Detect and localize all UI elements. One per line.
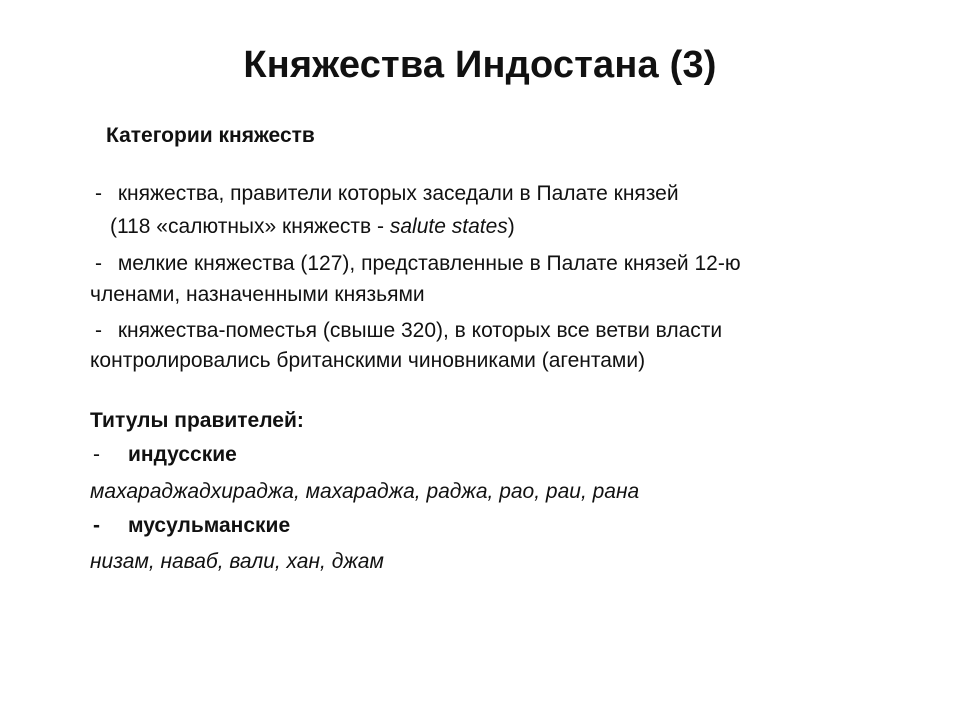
category-1-line1 — [95, 180, 679, 208]
categories-heading: Категории княжеств — [106, 124, 315, 147]
titles-1-dash: - — [93, 443, 100, 466]
slide-title: Княжества Индостана (3) — [243, 44, 717, 86]
category-1-note-suffix: ) — [507, 215, 515, 238]
category-2-dash: - — [95, 252, 102, 275]
category-3-line1 — [95, 317, 722, 345]
category-3-dash: - — [95, 319, 102, 342]
category-2-line2: членами, назначенными князьями — [90, 283, 425, 306]
titles-1-examples: махараджадхираджа, махараджа, раджа, рао, раи, рана — [90, 480, 640, 503]
category-1-dash: - — [95, 182, 102, 205]
titles-1-label: индусские — [128, 443, 237, 466]
category-1-text: княжества, правители которых заседали в Палате князей — [117, 182, 679, 205]
category-2-line1 — [95, 250, 741, 278]
titles-2-dash: - — [93, 514, 100, 537]
titles-2-label: мусульманские — [128, 514, 291, 537]
titles-heading: Титулы правителей: — [90, 409, 304, 432]
category-2-text: мелкие княжества (127), представленные в Палате князей 12-ю — [117, 252, 741, 275]
category-1-line2 — [110, 213, 515, 241]
category-3-text: княжества-поместья (свыше 320), в которых все ветви власти — [117, 319, 723, 342]
category-1-note-italic: salute states — [389, 215, 508, 238]
category-3-line2: контролировались британскими чиновниками (агентами) — [90, 349, 646, 372]
titles-2-examples: низам, наваб, вали, хан, джам — [90, 550, 384, 573]
category-1-note-prefix: (118 «салютных» княжеств - — [110, 215, 390, 238]
